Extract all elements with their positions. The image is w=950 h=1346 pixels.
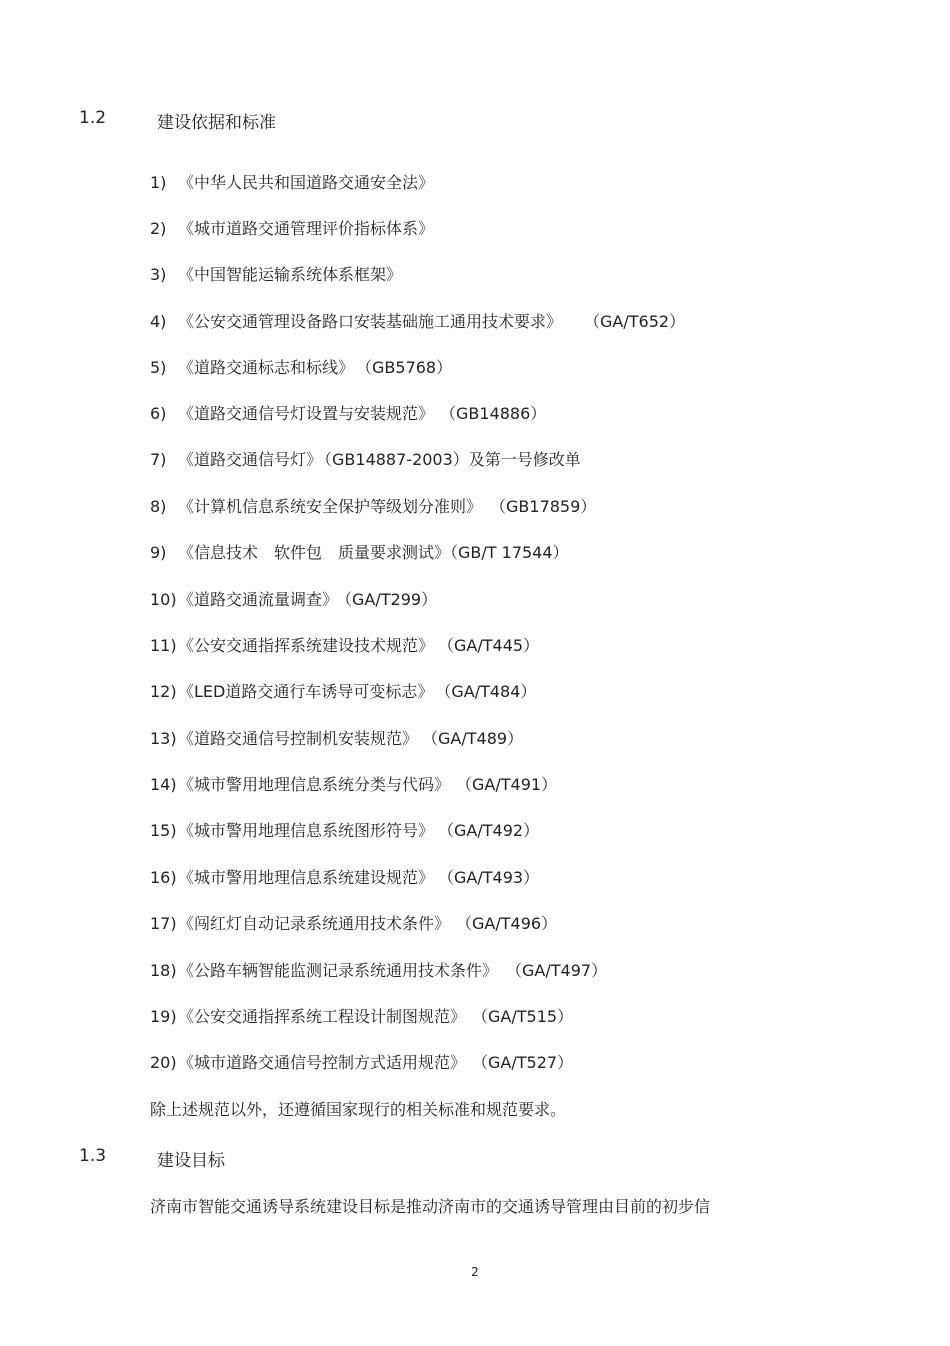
item-number: 16) (150, 868, 177, 887)
item-title: 《城市道路交通管理评价指标体系》 (178, 219, 435, 238)
item-title: 《LED道路交通行车诱导可变标志》 (178, 682, 434, 701)
item-title: 《道路交通信号控制机安装规范》 (178, 729, 419, 748)
item-title: 《道路交通标志和标线》 (178, 358, 355, 377)
item-code: （GA/T515） (480, 1007, 574, 1026)
item-title: 《公路车辆智能监测记录系统通用技术条件》 (178, 961, 499, 980)
item-code: （GA/T496） (464, 914, 558, 933)
item-number: 9) (150, 543, 167, 562)
list-item (150, 401, 546, 424)
item-number: 12) (150, 682, 177, 701)
section-title: 建设依据和标准 (157, 113, 276, 133)
list-item (150, 447, 581, 470)
item-number: 8) (150, 497, 167, 516)
item-number: 7) (150, 450, 167, 469)
item-title: 《城市警用地理信息系统图形符号》 (178, 821, 435, 840)
list-item (150, 309, 685, 332)
item-title: 《闯红灯自动记录系统通用技术条件》 (178, 914, 451, 933)
item-code: （GA/T492） (446, 821, 540, 840)
item-code: （GB/T 17544） (450, 543, 569, 562)
item-number: 5) (150, 358, 167, 377)
item-code: （GA/T652） (592, 312, 686, 331)
list-item (150, 540, 569, 563)
standards-note: 除上述规范以外，还遵循国家现行的相关标准和规范要求。 (150, 1100, 567, 1119)
item-title: 《道路交通信号灯设置与安装规范》 (178, 404, 435, 423)
item-title: 《道路交通信号灯》 (178, 450, 323, 469)
item-title: 《中华人民共和国道路交通安全法》 (178, 173, 435, 192)
item-title: 《城市警用地理信息系统建设规范》 (178, 868, 435, 887)
list-item (150, 494, 596, 517)
goal-paragraph: 济南市智能交通诱导系统建设目标是推动济南市的交通诱导管理由目前的初步信 (150, 1197, 711, 1216)
item-title: 《公安交通指挥系统工程设计制图规范》 (178, 1007, 467, 1026)
item-number: 20) (150, 1053, 177, 1072)
list-item (150, 679, 536, 702)
list-item (150, 865, 539, 888)
item-number: 18) (150, 961, 177, 980)
item-number: 4) (150, 312, 167, 331)
section-title: 建设目标 (157, 1151, 225, 1171)
item-number: 6) (150, 404, 167, 423)
item-code: （GA/T489） (430, 729, 524, 748)
item-title: 《中国智能运输系统体系框架》 (178, 265, 403, 284)
list-item (150, 1050, 573, 1073)
item-code: （GA/T445） (446, 636, 540, 655)
item-number: 1) (150, 173, 167, 192)
item-number: 2) (150, 219, 167, 238)
list-item (150, 633, 539, 656)
section-number: 1.2 (79, 108, 107, 128)
item-title: 《公安交通指挥系统建设技术规范》 (178, 636, 435, 655)
list-item (150, 958, 607, 981)
item-code: （GA/T497） (514, 961, 608, 980)
item-code: （GA/T493） (446, 868, 540, 887)
item-code: （GB17859） (498, 497, 597, 516)
list-item (150, 726, 523, 749)
item-number: 15) (150, 821, 177, 840)
list-item (150, 355, 452, 378)
item-number: 17) (150, 914, 177, 933)
item-number: 13) (150, 729, 177, 748)
item-title: 《信息技术 软件包 质量要求测试》 (178, 543, 451, 562)
list-item (150, 216, 434, 239)
item-title: 《公安交通管理设备路口安装基础施工通用技术要求》 (178, 312, 563, 331)
item-number: 19) (150, 1007, 177, 1026)
item-title: 《城市警用地理信息系统分类与代码》 (178, 775, 451, 794)
item-code: （GA/T484） (443, 682, 537, 701)
item-code: （GB14886） (448, 404, 547, 423)
item-title: 《道路交通流量调查》 (178, 590, 339, 609)
list-item (150, 818, 539, 841)
list-item (150, 772, 557, 795)
section-number: 1.3 (79, 1146, 107, 1166)
item-code: （GA/T527） (480, 1053, 574, 1072)
item-title: 《城市道路交通信号控制方式适用规范》 (178, 1053, 467, 1072)
list-item (150, 170, 434, 193)
item-code: （GA/T299） (344, 590, 438, 609)
item-number: 10) (150, 590, 177, 609)
item-number: 14) (150, 775, 177, 794)
item-number: 11) (150, 636, 177, 655)
list-item (150, 911, 557, 934)
item-code: （GA/T491） (464, 775, 558, 794)
list-item (150, 587, 437, 610)
item-title: 《计算机信息系统安全保护等级划分准则》 (178, 497, 483, 516)
item-number: 3) (150, 265, 167, 284)
list-item (150, 1004, 573, 1027)
list-item (150, 262, 402, 285)
item-code: （GB14887-2003）及第一号修改单 (324, 450, 581, 469)
item-code: （GB5768） (364, 358, 453, 377)
page-number: 2 (471, 1265, 479, 1279)
